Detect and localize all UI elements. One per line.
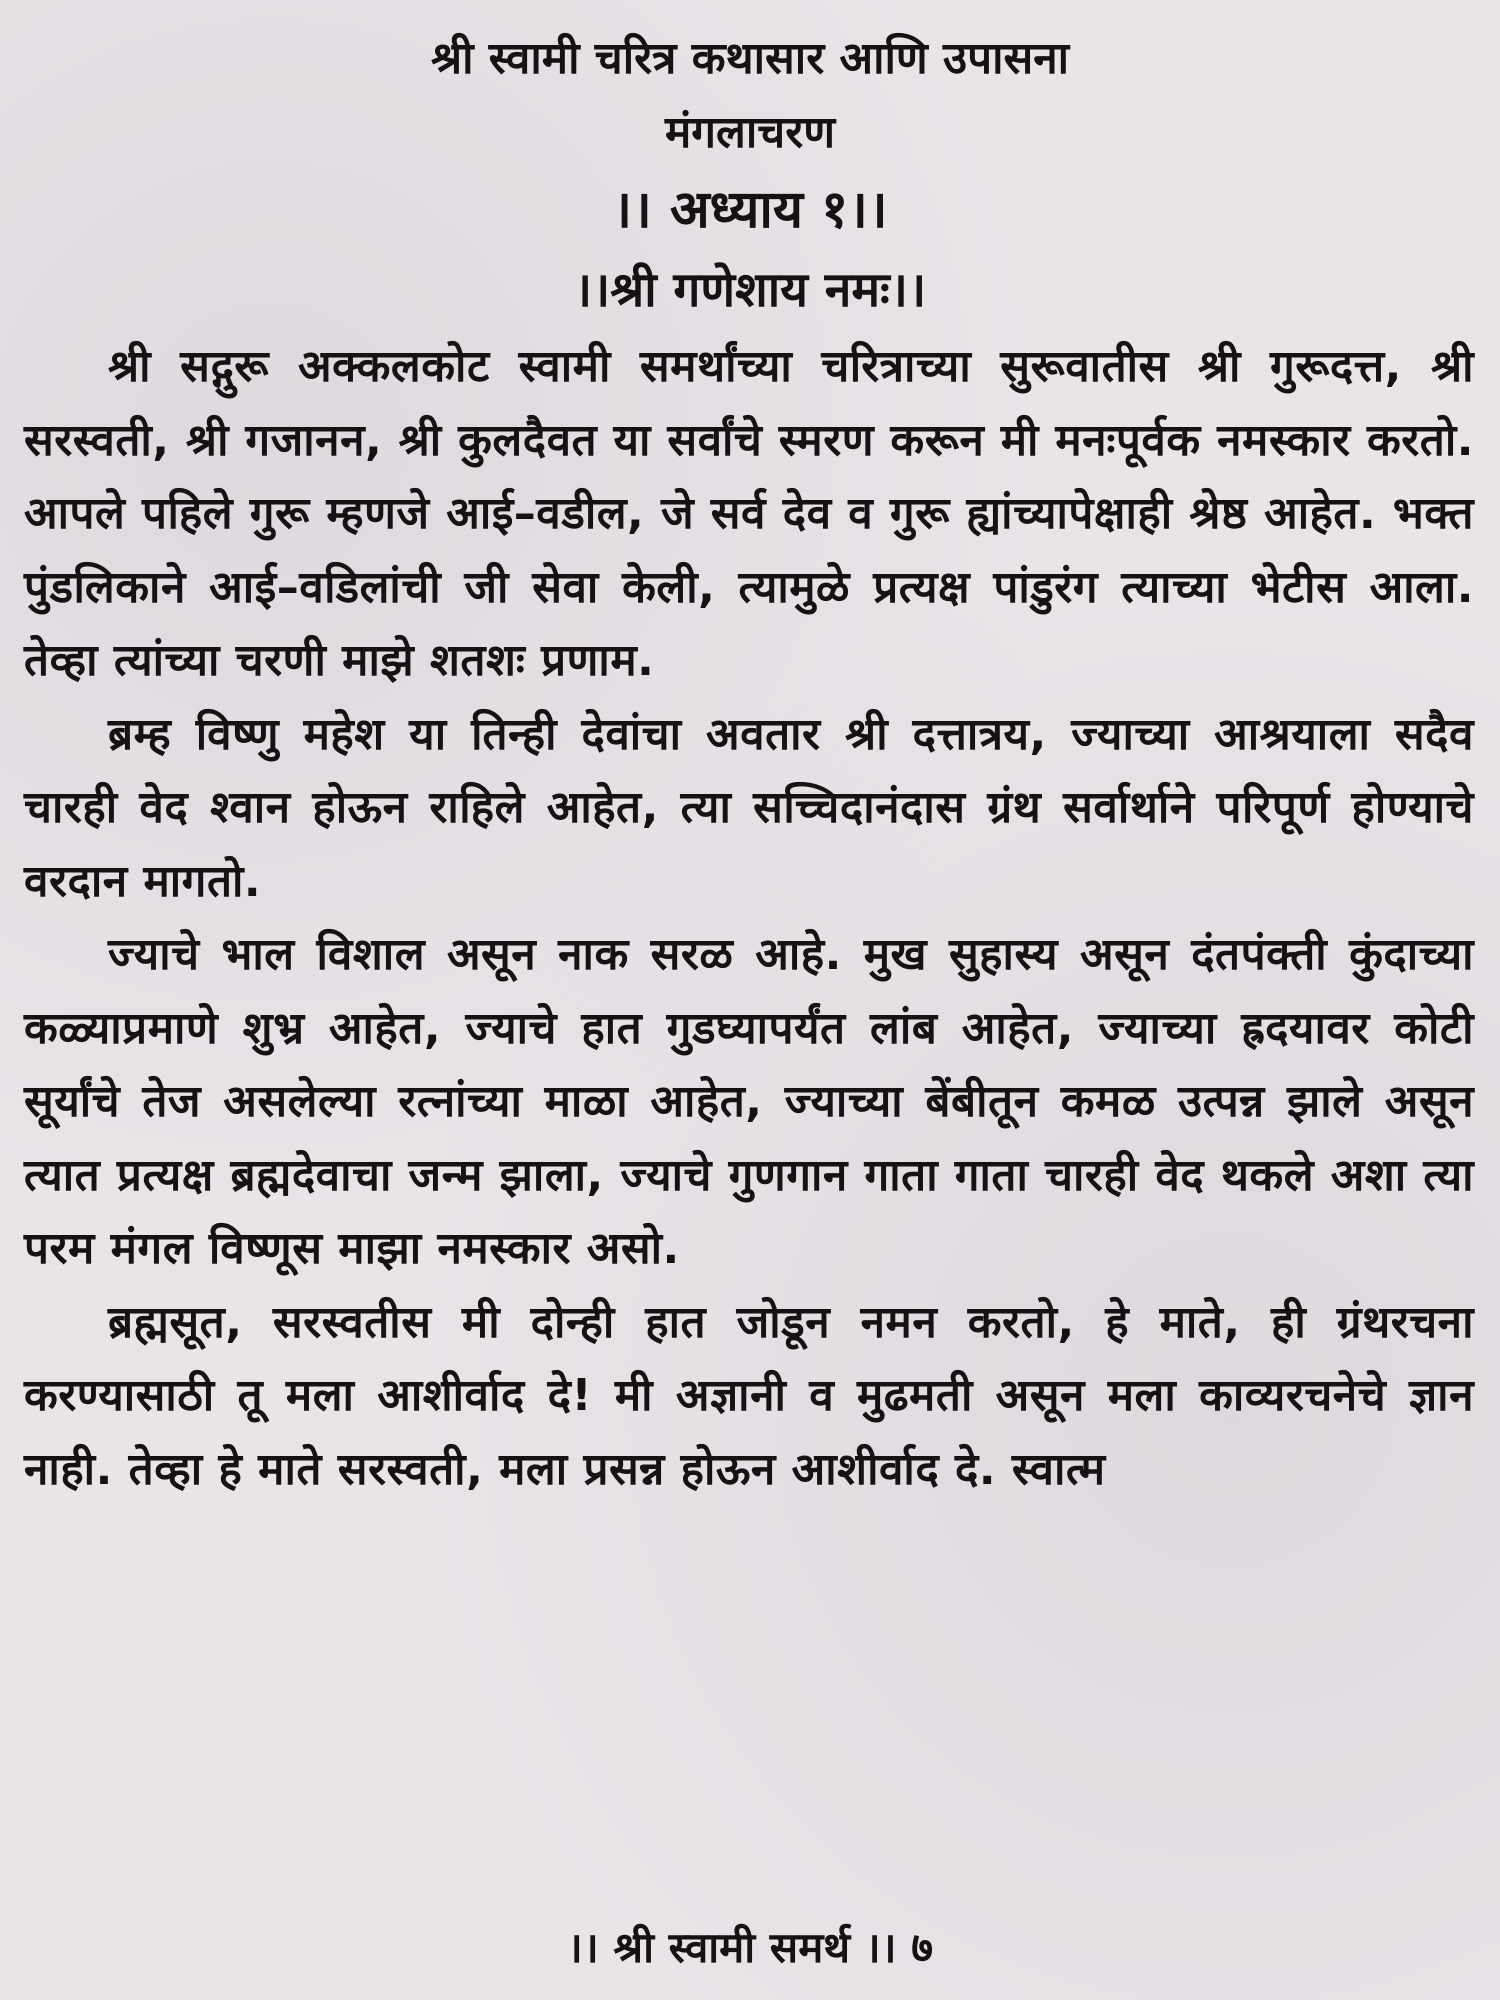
chapter-heading: ।। अध्याय १।। <box>612 180 888 240</box>
page-title: श्री स्वामी चरित्र कथासार आणि उपासना <box>430 33 1070 84</box>
paragraph: ब्रह्मसूत, सरस्वतीस मी दोन्ही हात जोडून नमन करतो, हे माते, ही ग्रंथरचना करण्यासाठी तू मला आशीर्वाद दे! मी अज्ञानी व मुढमती असून मला काव्यरचनेचे ज्ञान नाही. तेव्हा हे माते सरस्वती, मला प्रसन्न होऊन आशीर्वाद दे. स्वात्म <box>24 1296 1474 1495</box>
paragraph: श्री सद्गुरू अक्कलकोट स्वामी समर्थांच्या चरित्राच्या सुरूवातीस श्री गुरूदत्त, श्री सरस्वती, श्री गजानन, श्री कुलदैवत या सर्वांचे स्मरण करून मी मनःपूर्वक नमस्कार करतो. आपले पहिले गुरू म्हणजे आई–वडील, जे सर्व देव व गुरू ह्यांच्यापेक्षाही श्रेष्ठ आहेत. भक्त पुंडलिकाने आई–वडिलांची जी सेवा केली, त्यामुळे प्रत्यक्ष पांडुरंग त्याच्या भेटीस आला. तेव्हा त्यांच्या चरणी माझे शतशः प्रणाम. <box>24 341 1474 686</box>
page-footer: ।। श्री स्वामी समर्थ ।। ७ <box>566 1923 934 1972</box>
paragraph: ज्याचे भाल विशाल असून नाक सरळ आहे. मुख सुहास्य असून दंतपंक्ती कुंदाच्या कळ्याप्रमाणे शुभ्र आहेत, ज्याचे हात गुडघ्यापर्यंत लांब आहेत, ज्याच्या ह्रदयावर कोटी सूर्यांचे तेज असलेल्या रत्नांच्या माळा आहेत, ज्याच्या बेंबीतून कमळ उत्पन्न झाले असून त्यात प्रत्यक्ष ब्रह्मदेवाचा जन्म झाला, ज्याचे गुणगान गाता गाता चारही वेद थकले अशा त्या परम मंगल विष्णूस माझा नमस्कार असो. <box>24 929 1474 1274</box>
invocation-heading: ।।श्री गणेशाय नमः।। <box>573 262 927 318</box>
body-text <box>24 330 1474 1506</box>
paragraph: ब्रम्ह विष्णु महेश या तिन्ही देवांचा अवतार श्री दत्तात्रय, ज्याच्या आश्रयाला सदैव चारही वेद श्वान होऊन राहिले आहेत, त्या सच्चिदानंदास ग्रंथ सर्वार्थाने परिपूर्ण होण्याचे वरदान मागतो. <box>24 708 1474 907</box>
page-subtitle: मंगलाचरण <box>664 107 836 158</box>
